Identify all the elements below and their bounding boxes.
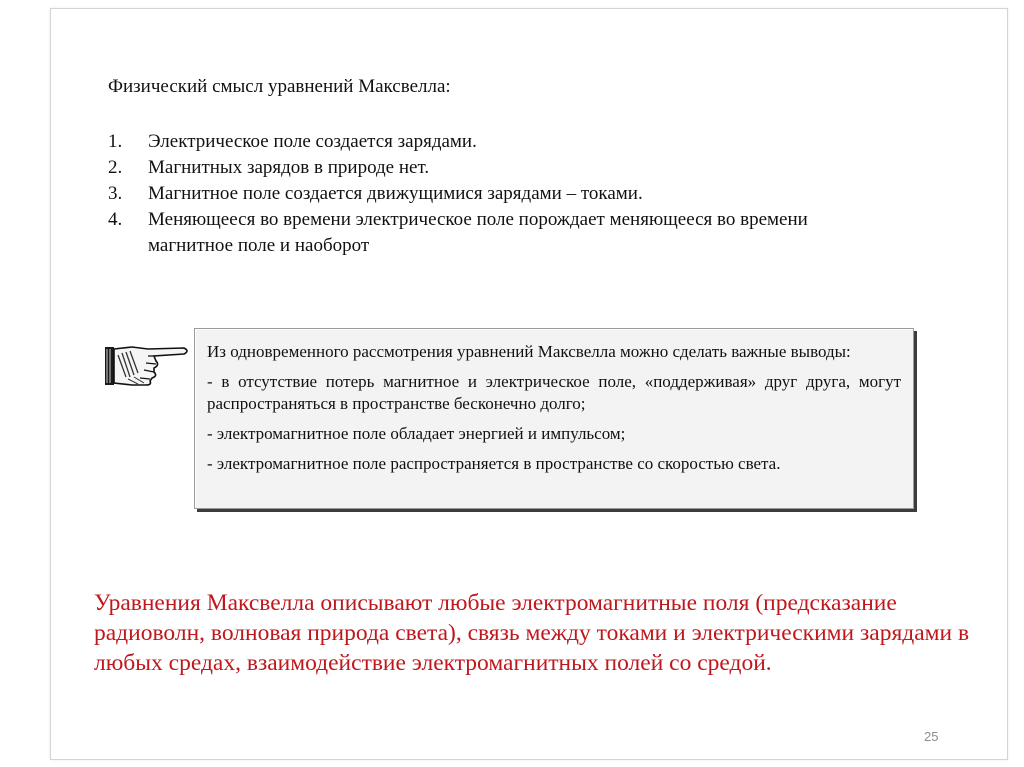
list-item [108, 181, 888, 207]
box-intro: Из одновременного рассмотрения уравнений Максвелла можно сделать важные выводы: [207, 342, 851, 361]
conclusion-text: Уравнения Максвелла описывают любые электромагнитные поля (предсказание радиоволн, волновая природа света), связь между токами и электрическими зарядами в любых средах, взаимодействие электромагнитных полей со средой. [94, 590, 970, 676]
page-number: 25 [924, 729, 939, 744]
list-text: Магнитных зарядов в природе нет. [148, 157, 430, 178]
list-text: Меняющееся во времени электрическое поле порождает меняющееся во времени магнитное поле и наоборот [148, 209, 808, 256]
box-point-1: - в отсутствие потерь магнитное и электрическое поле, «поддерживая» друг друга, могут распространяться в пространстве бесконечно долго; [207, 372, 901, 413]
list-number: 2. [108, 157, 123, 178]
slide-heading: Физический смысл уравнений Максвелла: [108, 76, 451, 97]
list-text: Магнитное поле создается движущимися зарядами – токами. [148, 183, 643, 204]
list-number: 3. [108, 183, 123, 204]
list-number: 1. [108, 131, 123, 152]
box-point-2: - электромагнитное поле обладает энергией и импульсом; [207, 424, 626, 443]
list-item [108, 155, 888, 181]
conclusions-box [194, 328, 914, 509]
list-text: Электрическое поле создается зарядами. [148, 131, 477, 152]
maxwell-meaning-list [108, 129, 888, 259]
list-number: 4. [108, 209, 123, 230]
pointing-hand-icon [104, 337, 190, 389]
list-item [108, 129, 888, 155]
list-item [108, 207, 888, 259]
box-point-3: - электромагнитное поле распространяется в пространстве со скоростью света. [207, 454, 781, 473]
